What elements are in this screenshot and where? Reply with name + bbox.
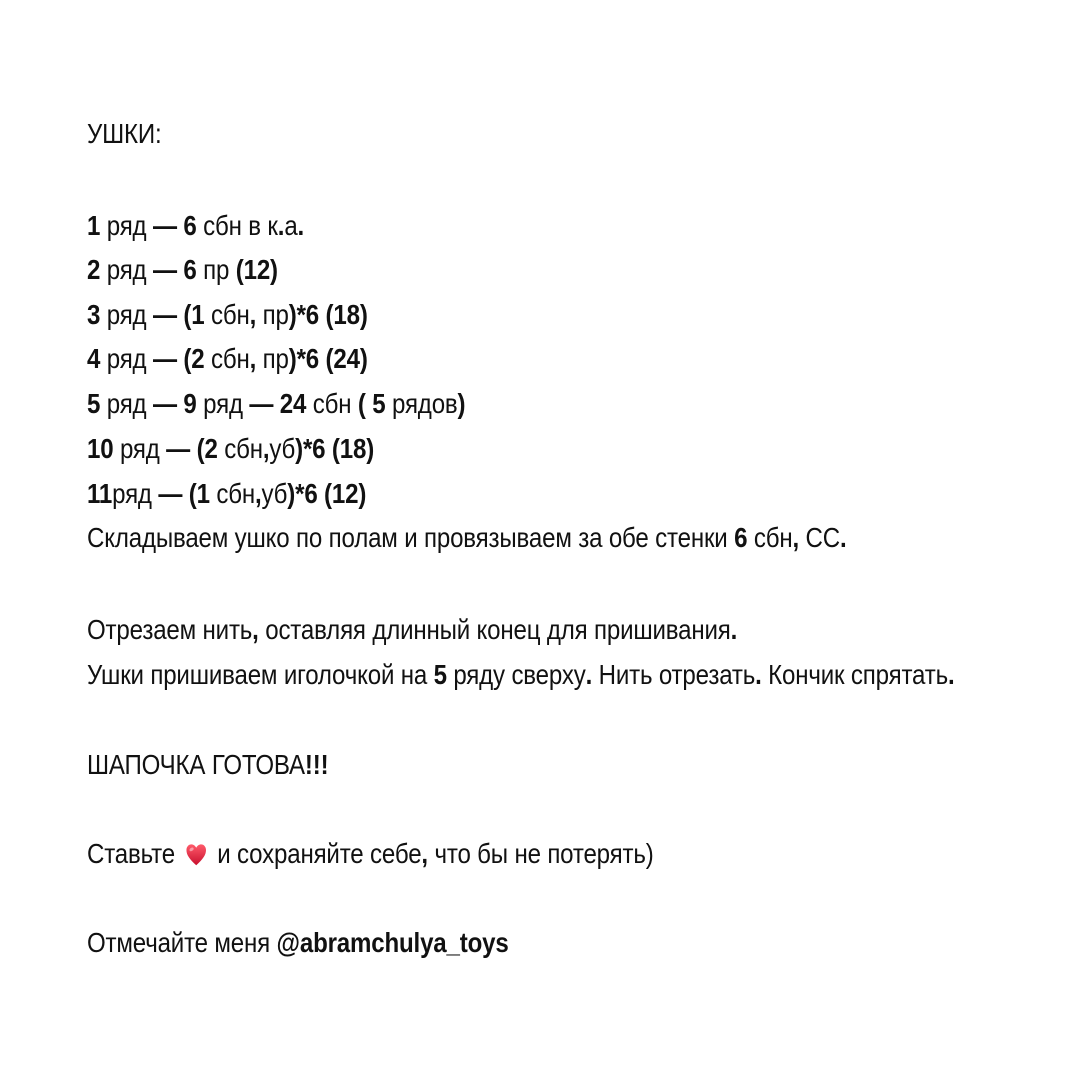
bold-text: 4 — [87, 343, 101, 374]
text: что бы не потерять) — [427, 838, 654, 869]
text: уб — [261, 478, 288, 509]
text: пр — [256, 299, 289, 330]
done-line — [87, 748, 328, 782]
text: сбн — [204, 299, 250, 330]
text: Кончик спрятать — [761, 659, 948, 690]
row-line — [87, 253, 278, 287]
bold-text: . — [755, 659, 762, 690]
bold-text: !!! — [304, 749, 329, 780]
call-to-action-after — [217, 838, 653, 869]
text: Складываем ушко по полам и провязываем за обе стенки — [87, 522, 735, 553]
text: и сохраняйте себе — [217, 838, 422, 869]
bold-text: 5 — [433, 659, 447, 690]
text: сбн — [217, 433, 263, 464]
bold-text: . — [839, 522, 847, 553]
bold-text: 5 — [87, 388, 101, 419]
text: сбн в к — [196, 210, 278, 241]
bold-text: . — [277, 210, 285, 241]
bold-text: . — [730, 614, 738, 645]
bold-text: — 24 — [249, 388, 307, 419]
text: Ушки пришиваем иголочкой на — [87, 659, 434, 690]
text: ряд — [100, 210, 153, 241]
text: а — [284, 210, 298, 241]
bold-text: , — [792, 522, 799, 553]
text: ряду сверху — [446, 659, 586, 690]
text: ряд — [100, 254, 153, 285]
text: оставляя длинный конец для пришивания — [258, 614, 731, 645]
bold-text: ( 5 — [357, 388, 386, 419]
text: сбн — [209, 478, 255, 509]
row-line — [87, 477, 366, 511]
call-to-action-before: Ставьте — [87, 838, 175, 869]
text: ряд — [100, 388, 153, 419]
row-line — [87, 209, 304, 243]
text: ШАПОЧКА ГОТОВА — [87, 749, 305, 780]
bold-text: , — [421, 838, 428, 869]
bold-text: — (2 — [152, 343, 205, 374]
row-line — [87, 387, 465, 421]
text: Нить отрезать — [592, 659, 756, 690]
bold-text: 2 — [87, 254, 101, 285]
text: ряд — [196, 388, 250, 419]
row-line — [87, 432, 374, 466]
text: пр — [256, 343, 289, 374]
row-line — [87, 342, 368, 376]
bold-text: 6 — [734, 522, 748, 553]
bold-text: — 9 — [152, 388, 197, 419]
bold-text: — 6 — [152, 254, 197, 285]
bold-text: ) — [457, 388, 466, 419]
row-line — [87, 298, 368, 332]
text: Отрезаем нить — [87, 614, 253, 645]
heading: УШКИ: — [87, 118, 162, 149]
bold-text: 11 — [87, 478, 113, 509]
mention-line — [87, 926, 509, 960]
text: уб — [269, 433, 296, 464]
bold-text: )*6 (12) — [287, 478, 367, 509]
text: сбн — [306, 388, 358, 419]
bold-text: )*6 (18) — [295, 433, 375, 464]
bold-text: . — [947, 659, 955, 690]
bold-text: )*6 (18) — [288, 299, 368, 330]
heart-icon — [185, 842, 207, 868]
call-to-action — [87, 837, 654, 871]
bold-text: , — [249, 299, 257, 330]
bold-text: . — [297, 210, 305, 241]
text: рядов — [385, 388, 458, 419]
bold-text: , — [252, 614, 259, 645]
bold-text: — (1 — [152, 299, 205, 330]
bold-text: . — [585, 659, 593, 690]
bold-text: — (1 — [158, 478, 210, 509]
text: ряд — [100, 299, 153, 330]
mention-text: Отмечайте меня — [87, 927, 277, 958]
text: пр — [196, 254, 236, 285]
text: СС — [798, 522, 840, 553]
bold-text: 1 — [87, 210, 101, 241]
bold-text: 10 — [87, 433, 114, 464]
paragraph-line — [87, 658, 955, 692]
bold-text: )*6 (24) — [288, 343, 368, 374]
bold-text: 3 — [87, 299, 101, 330]
bold-text: (12) — [235, 254, 278, 285]
text: сбн — [204, 343, 250, 374]
text: ряд — [100, 343, 153, 374]
text: ряд — [112, 478, 159, 509]
instruction-line — [87, 521, 846, 555]
mention-handle[interactable]: @abramchulya_toys — [276, 927, 509, 958]
paragraph-line — [87, 613, 737, 647]
text: ряд — [113, 433, 167, 464]
bold-text: — (2 — [166, 433, 218, 464]
bold-text: , — [262, 433, 270, 464]
bold-text: , — [254, 478, 262, 509]
text: сбн — [747, 522, 793, 553]
bold-text: — 6 — [152, 210, 197, 241]
bold-text: , — [249, 343, 257, 374]
